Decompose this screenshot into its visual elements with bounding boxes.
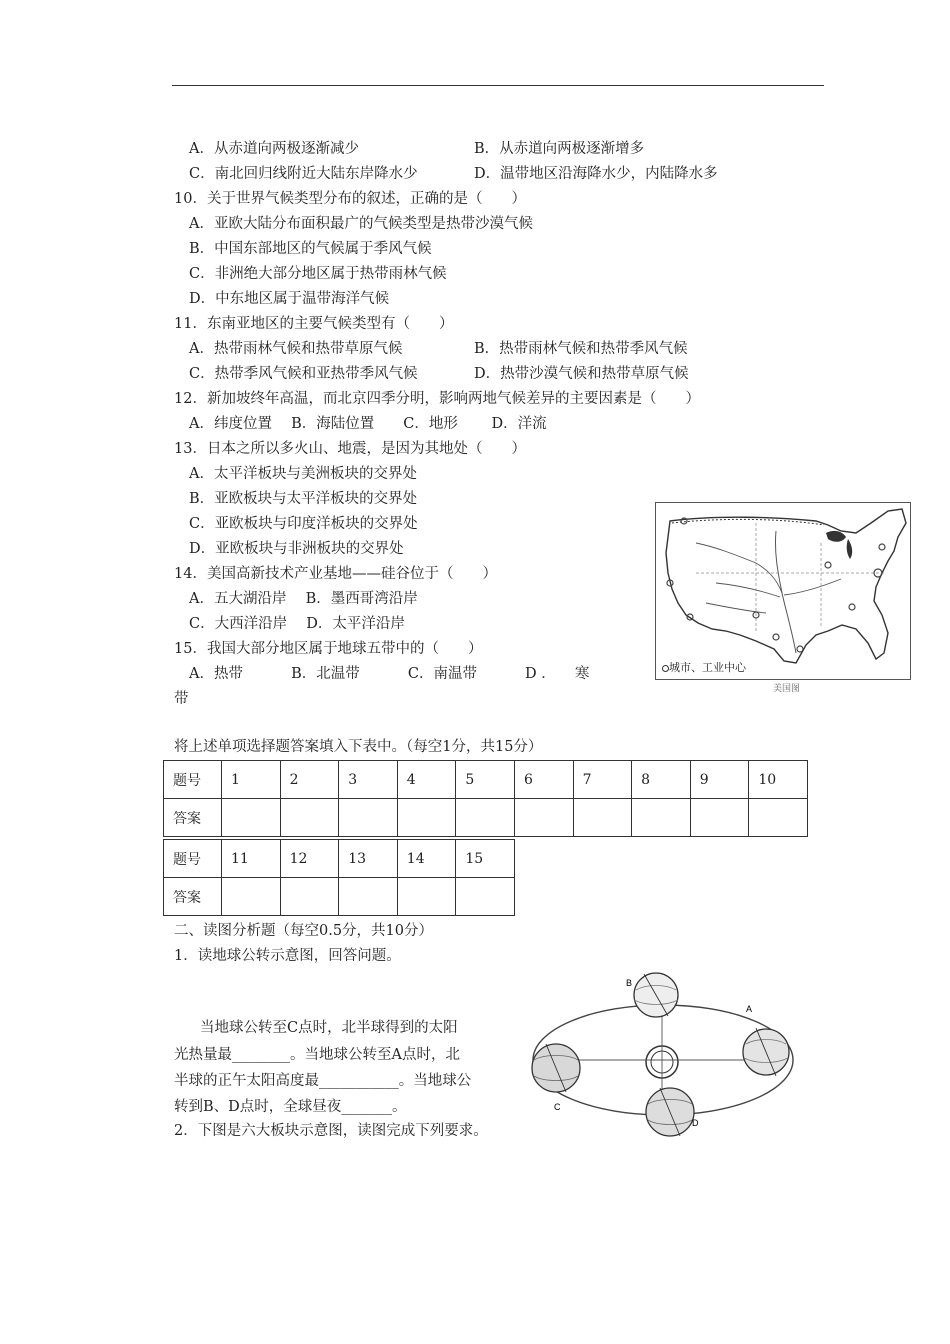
earth-orbit-diagram	[528, 970, 808, 1138]
row-label-answer: 答案	[164, 878, 222, 916]
table-row-answers-2	[164, 878, 515, 916]
q11-option-d: D．热带沙漠气候和热带草原气候	[474, 366, 689, 382]
question-number: 15	[456, 840, 515, 878]
q13-option-d: D．亚欧板块与非洲板块的交界处	[189, 541, 404, 557]
answer-table-2	[163, 839, 515, 916]
earth-a-icon	[743, 1028, 789, 1076]
section2-q1-para-2: 光热量最________。当地球公转至A点时，北	[174, 1047, 460, 1063]
q9-option-a: A．从赤道向两极逐渐减少	[189, 141, 359, 157]
answer-cell[interactable]	[514, 799, 573, 837]
earth-c-icon	[532, 1044, 580, 1092]
question-number: 2	[280, 761, 339, 799]
question-number: 3	[339, 761, 398, 799]
q15-options-wrap: 带	[174, 691, 189, 707]
q10-stem: 10．关于世界气候类型分布的叙述，正确的是（ ）	[174, 191, 526, 207]
q10-option-d: D．中东地区属于温带海洋气候	[189, 291, 390, 307]
map-caption: 美国图	[773, 684, 801, 694]
orbit-label-c: C	[554, 1102, 561, 1112]
answer-cell[interactable]	[456, 799, 515, 837]
section2-q1-para-1: 当地球公转至C点时，北半球得到的太阳	[200, 1020, 458, 1036]
usa-map-graphic	[656, 503, 910, 679]
usa-map	[655, 502, 911, 680]
q12-stem: 12．新加坡终年高温，而北京四季分明，影响两地气候差异的主要因素是（ ）	[174, 391, 700, 407]
section2-q1-stem: 1．读地球公转示意图，回答问题。	[174, 948, 401, 964]
q11-option-c: C．热带季风气候和亚热带季风气候	[189, 366, 418, 382]
table-instruction: 将上述单项选择题答案填入下表中。（每空1分，共15分）	[174, 739, 543, 755]
row-label-question: 题号	[164, 840, 222, 878]
answer-cell[interactable]	[397, 878, 456, 916]
q9-option-b: B．从赤道向两极逐渐增多	[474, 141, 645, 157]
orbit-label-a: A	[746, 1004, 753, 1014]
q14-options-ab: A．五大湖沿岸 B．墨西哥湾沿岸	[189, 591, 418, 607]
q14-options-cd: C．大西洋沿岸 D．太平洋沿岸	[189, 616, 405, 632]
header-rule	[172, 85, 824, 86]
orbit-label-d: D	[692, 1118, 699, 1128]
q15-options: A．热带 B．北温带 C．南温带 D ． 寒	[189, 666, 590, 682]
q11-option-a: A．热带雨林气候和热带草原气候	[189, 341, 403, 357]
question-number: 6	[514, 761, 573, 799]
section2-q1-para-3: 半球的正午太阳高度最___________。当地球公	[174, 1073, 472, 1089]
answer-cell[interactable]	[339, 878, 398, 916]
question-number: 11	[222, 840, 281, 878]
q13-stem: 13．日本之所以多火山、地震，是因为其地处（ ）	[174, 441, 526, 457]
question-number: 14	[397, 840, 456, 878]
question-number: 4	[397, 761, 456, 799]
answer-cell[interactable]	[280, 799, 339, 837]
q10-option-b: B．中国东部地区的气候属于季风气候	[189, 241, 432, 257]
answer-cell[interactable]	[573, 799, 632, 837]
q9-option-d: D．温带地区沿海降水少，内陆降水多	[474, 166, 718, 182]
answer-cell[interactable]	[280, 878, 339, 916]
q14-stem: 14．美国高新技术产业基地——硅谷位于（ ）	[174, 566, 497, 582]
q13-option-b: B．亚欧板块与太平洋板块的交界处	[189, 491, 418, 507]
q11-stem: 11．东南亚地区的主要气候类型有（ ）	[174, 316, 454, 332]
answer-cell[interactable]	[339, 799, 398, 837]
question-number: 13	[339, 840, 398, 878]
q15-stem: 15．我国大部分地区属于地球五带中的（ ）	[174, 641, 483, 657]
answer-cell[interactable]	[632, 799, 691, 837]
section2-q2-stem: 2．下图是六大板块示意图，读图完成下列要求。	[174, 1123, 488, 1139]
q11-option-b: B．热带雨林气候和热带季风气候	[474, 341, 688, 357]
table-row-numbers-2	[164, 840, 515, 878]
table-row-answers-1	[164, 799, 808, 837]
question-number: 5	[456, 761, 515, 799]
answer-cell[interactable]	[456, 878, 515, 916]
section2-q1-para-4: 转到B、D点时，全球昼夜_______。	[174, 1099, 407, 1115]
city-marker-icon	[662, 665, 669, 672]
section2-title: 二、读图分析题（每空0.5分，共10分）	[174, 923, 434, 939]
answer-cell[interactable]	[222, 878, 281, 916]
row-label-question: 题号	[164, 761, 222, 799]
answer-cell[interactable]	[397, 799, 456, 837]
question-number: 9	[690, 761, 749, 799]
answer-cell[interactable]	[749, 799, 808, 837]
q10-option-a: A．亚欧大陆分布面积最广的气候类型是热带沙漠气候	[189, 216, 533, 232]
table-row-numbers-1	[164, 761, 808, 799]
question-number: 7	[573, 761, 632, 799]
earth-d-icon	[646, 1088, 694, 1136]
question-number: 8	[632, 761, 691, 799]
question-number: 10	[749, 761, 808, 799]
answer-table	[163, 760, 808, 837]
q13-option-a: A．太平洋板块与美洲板块的交界处	[189, 466, 417, 482]
q9-option-c: C．南北回归线附近大陆东岸降水少	[189, 166, 418, 182]
question-number: 12	[280, 840, 339, 878]
map-legend: 城市、工业中心	[662, 659, 746, 675]
question-number: 1	[222, 761, 281, 799]
q12-options: A．纬度位置 B．海陆位置 C．地形 D．洋流	[189, 416, 547, 432]
orbit-label-b: B	[626, 978, 633, 988]
earth-b-icon	[634, 973, 678, 1017]
q10-option-c: C．非洲绝大部分地区属于热带雨林气候	[189, 266, 447, 282]
answer-cell[interactable]	[222, 799, 281, 837]
row-label-answer: 答案	[164, 799, 222, 837]
q13-option-c: C．亚欧板块与印度洋板块的交界处	[189, 516, 418, 532]
answer-cell[interactable]	[690, 799, 749, 837]
